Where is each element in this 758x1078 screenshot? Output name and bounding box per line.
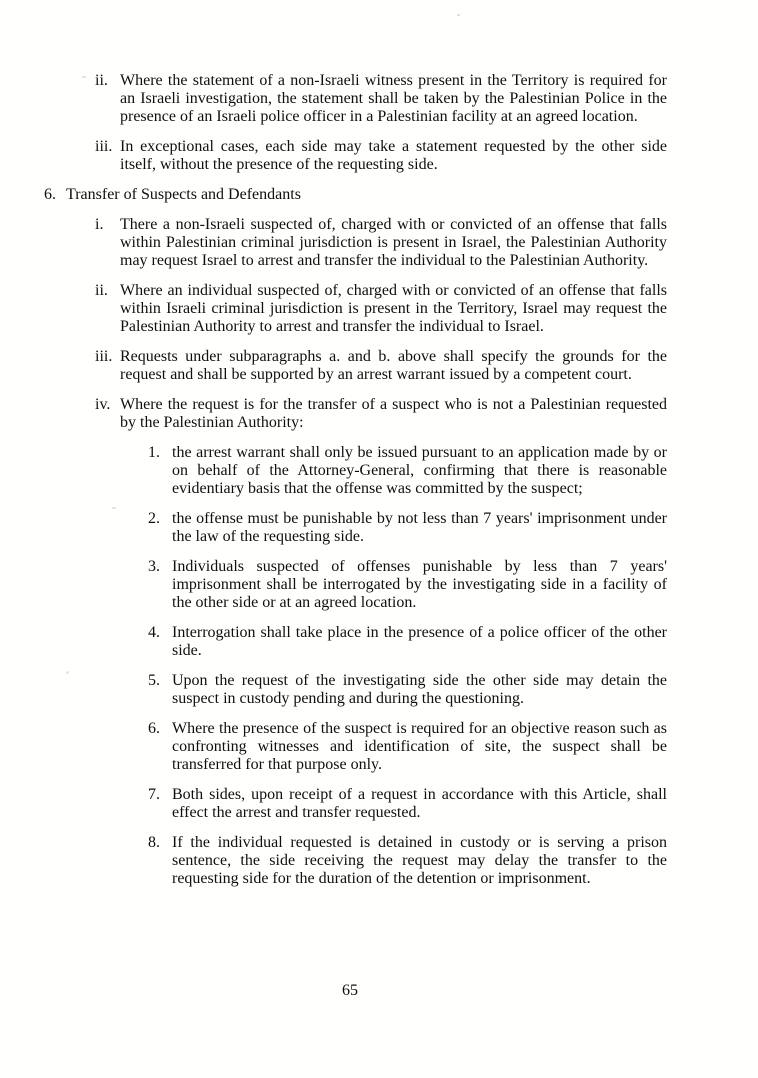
item-text: the arrest warrant shall only be issued pursuant to an application made by or on behalf of the Attorney-General, confirming that there is reasonable evidentiary basis that the offense was committed by the suspect;: [172, 444, 667, 497]
item-label: 8.: [148, 834, 160, 851]
sublist-item-7: [148, 786, 667, 822]
item-text: Upon the request of the investigating side the other side may detain the suspect in custody pending and during the questioning.: [172, 672, 667, 707]
item-text: There a non-Israeli suspected of, charged with or convicted of an offense that falls within Palestinian criminal jurisdiction is present in Israel, the Palestinian Authority may request Israel to arrest and transfer the individual to the Palestinian Authority.: [120, 216, 667, 269]
scan-artifact: [66, 671, 69, 674]
list-item-witness-iii: [95, 138, 667, 174]
scan-artifact: [457, 14, 460, 16]
item-label: iii.: [95, 348, 113, 365]
item-label: 3.: [148, 558, 160, 575]
item-label: iii.: [95, 138, 113, 155]
item-text: Where the request is for the transfer of a suspect who is not a Palestinian requested by the Palestinian Authority:: [120, 396, 667, 431]
scan-artifact: [112, 507, 116, 509]
item-text: Where an individual suspected of, charged with or convicted of an offense that falls within Israeli criminal jurisdiction is present in the Territory, Israel may request the Palestinian Authority to arrest and transfer the individual to Israel.: [120, 282, 667, 335]
section-heading: [44, 186, 667, 204]
item-label: 7.: [148, 786, 160, 803]
list-item-i: [95, 216, 667, 270]
list-item-iii: [95, 348, 667, 384]
item-text: Where the presence of the suspect is required for an objective reason such as confronting witnesses and identification of site, the suspect shall be transferred for that purpose only.: [172, 720, 667, 773]
item-label: i.: [95, 216, 104, 233]
item-text: Requests under subparagraphs a. and b. above shall specify the grounds for the request and shall be supported by an arrest warrant issued by a competent court.: [120, 348, 667, 383]
sublist-item-5: [148, 672, 667, 708]
item-text: If the individual requested is detained in custody or is serving a prison sentence, the side receiving the request may delay the transfer to the requesting side for the duration of the detention or imprisonment.: [172, 834, 667, 887]
sublist-item-8: [148, 834, 667, 888]
item-label: iv.: [95, 396, 111, 413]
list-item-iv: [95, 396, 667, 432]
scan-artifact: [82, 76, 86, 78]
page-number: 65: [342, 982, 358, 999]
item-label: 4.: [148, 624, 160, 641]
list-item-ii: [95, 282, 667, 336]
sublist-item-4: [148, 624, 667, 660]
section-number: 6.: [44, 186, 56, 203]
item-text: Individuals suspected of offenses punishable by less than 7 years' imprisonment shall be interrogated by the investigating side in a facility of the other side or at an agreed location.: [172, 558, 667, 611]
item-text: In exceptional cases, each side may take a statement requested by the other side itself, without the presence of the requesting side.: [120, 138, 667, 173]
sublist-item-3: [148, 558, 667, 612]
item-label: ii.: [95, 72, 108, 89]
section-title: Transfer of Suspects and Defendants: [66, 186, 301, 203]
item-text: Interrogation shall take place in the presence of a police officer of the other side.: [172, 624, 667, 659]
list-item-witness-ii: [95, 72, 667, 126]
sublist-item-1: [148, 444, 667, 498]
item-label: 5.: [148, 672, 160, 689]
item-label: 1.: [148, 444, 160, 461]
item-text: the offense must be punishable by not less than 7 years' imprisonment under the law of the requesting side.: [172, 510, 667, 545]
item-label: 6.: [148, 720, 160, 737]
item-text: Where the statement of a non-Israeli witness present in the Territory is required for an Israeli investigation, the statement shall be taken by the Palestinian Police in the presence of an Israeli police officer in a Palestinian facility at an agreed location.: [120, 72, 667, 125]
sublist-item-6: [148, 720, 667, 774]
sublist-item-2: [148, 510, 667, 546]
item-text: Both sides, upon receipt of a request in accordance with this Article, shall effect the arrest and transfer requested.: [172, 786, 667, 821]
item-label: 2.: [148, 510, 160, 527]
item-label: ii.: [95, 282, 108, 299]
